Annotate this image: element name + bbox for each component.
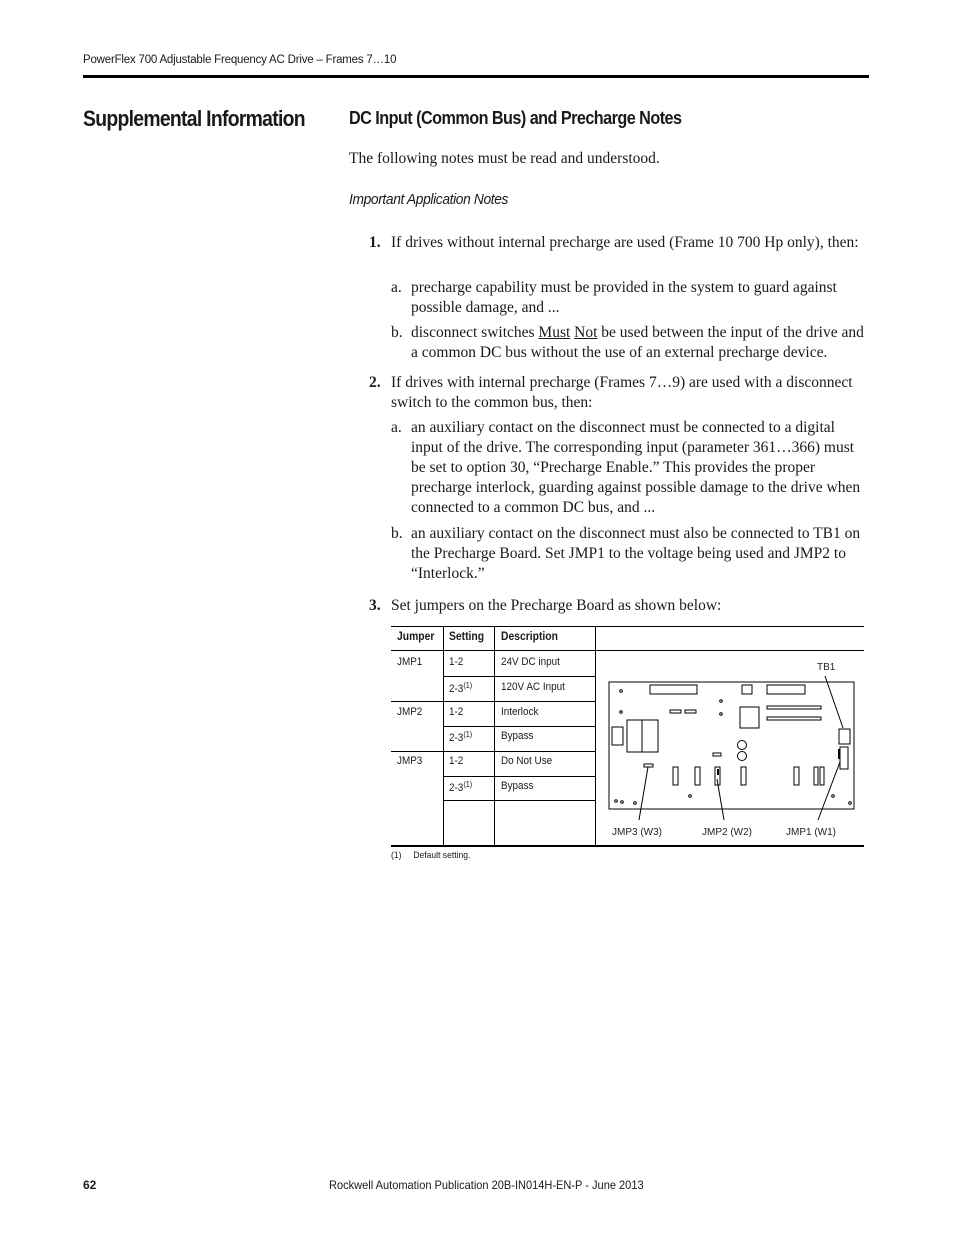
note-item: precharge capability must be provided in the system to guard against possible damage, and ... <box>411 279 837 316</box>
column-header: Setting <box>449 631 485 643</box>
capacitor <box>738 752 747 761</box>
table-cell-setting: 1-2 <box>449 706 464 718</box>
column-header: Description <box>501 631 558 643</box>
table-rule <box>443 726 596 727</box>
component-block <box>820 767 824 785</box>
table-rule <box>443 776 596 777</box>
precharge-board-figure <box>596 651 864 845</box>
component-block <box>673 767 678 785</box>
note-number: 2. <box>369 374 381 391</box>
table-rule <box>494 626 495 846</box>
capacitor <box>738 741 747 750</box>
item-text: be used between the input of the drive and a common DC bus without the use of an external precharge device. <box>411 324 864 361</box>
tb1-terminal <box>839 729 850 744</box>
board-outline <box>609 682 854 809</box>
table-cell-setting: 1-2 <box>449 656 464 668</box>
intro-paragraph: The following notes must be read and understood. <box>349 150 660 167</box>
table-cell-jumper: JMP1 <box>397 656 423 668</box>
component-block <box>767 717 821 720</box>
table-cell-description: Bypass <box>501 730 534 742</box>
section-title: Supplemental Information <box>83 106 305 131</box>
footnote-ref: (1) <box>463 780 473 789</box>
component-block <box>695 767 700 785</box>
note-item: an auxiliary contact on the disconnect must also be connected to TB1 on the Precharge Board. Set JMP1 to the voltage being used and JMP2 to “Interlock.” <box>411 525 861 582</box>
note-number: 1. <box>369 234 381 251</box>
item-letter: a. <box>391 279 402 296</box>
component-block <box>685 710 696 713</box>
footnote-ref: (1) <box>463 681 473 690</box>
connector-block <box>650 685 697 694</box>
table-cell-setting: 1-2 <box>449 755 464 767</box>
table-cell-description: 24V DC input <box>501 656 560 668</box>
table-rule <box>391 626 864 627</box>
table-cell-jumper: JMP2 <box>397 706 423 718</box>
emphasis-not: Not <box>574 324 598 341</box>
table-cell-description: Interlock <box>501 706 539 718</box>
emphasis-must: Must <box>538 324 571 341</box>
component-block <box>814 767 818 785</box>
table-cell-setting: 2-3$^{(1)}$ <box>449 730 473 744</box>
component-block <box>612 727 623 745</box>
publication-footer: Rockwell Automation Publication 20B-IN014H-EN-P - June 2013 <box>329 1178 644 1192</box>
jmp3-leader <box>639 767 648 820</box>
component-block <box>713 753 721 756</box>
note-text: Set jumpers on the Precharge Board as shown below: <box>391 597 722 614</box>
component-block <box>670 710 681 713</box>
table-footnote: (1) Default setting. <box>391 850 471 861</box>
table-cell-setting: 2-3$^{(1)}$ <box>449 780 473 794</box>
component-block <box>767 706 821 709</box>
component-block <box>740 707 759 728</box>
page-number: 62 <box>83 1178 97 1192</box>
component-block <box>794 767 799 785</box>
running-header: PowerFlex 700 Adjustable Frequency AC Drive – Frames 7…10 <box>83 54 397 66</box>
component-block <box>741 767 746 785</box>
table-rule <box>391 845 864 847</box>
item-text: disconnect switches <box>411 324 535 341</box>
topic-heading: DC Input (Common Bus) and Precharge Notes <box>349 108 682 128</box>
jmp1-header <box>840 747 848 769</box>
table-cell-setting: 2-3$^{(1)}$ <box>449 681 473 695</box>
tb1-leader <box>825 676 843 728</box>
note-text: If drives with internal precharge (Frames 7…9) are used with a disconnect switch to the common bus, then: <box>391 374 853 411</box>
jmp3-label: JMP3 (W3) <box>612 827 662 838</box>
header-rule <box>83 75 869 78</box>
note-number: 3. <box>369 597 381 614</box>
jmp1-leader <box>818 762 840 820</box>
table-rule <box>443 626 444 846</box>
table-rule <box>443 676 596 677</box>
table-cell-description: Do Not Use <box>501 755 553 767</box>
note-item <box>411 323 873 363</box>
component-block <box>742 685 752 694</box>
jmp1-label: JMP1 (W1) <box>786 827 836 838</box>
tb1-label: TB1 <box>817 662 836 673</box>
jmp3-header <box>644 764 653 767</box>
note-text: If drives without internal precharge are used (Frame 10 700 Hp only), then: <box>391 234 859 251</box>
jmp2-label: JMP2 (W2) <box>702 827 752 838</box>
table-cell-description: 120V AC Input <box>501 681 565 693</box>
note-item: an auxiliary contact on the disconnect must be connected to a digital input of the drive. The corresponding input (parameter 361…366) must be set to option 30, “Precharge Enable.” This provides the proper precharge interlock, guarding against possible damage to the drive when connected to a common DC bus, and ... <box>411 419 861 516</box>
table-rule <box>443 800 596 801</box>
column-header: Jumper <box>397 631 435 643</box>
table-cell-description: Bypass <box>501 780 534 792</box>
subheading: Important Application Notes <box>349 191 509 208</box>
connector-block <box>767 685 805 694</box>
item-letter: b. <box>391 525 403 542</box>
table-cell-jumper: JMP3 <box>397 755 423 767</box>
item-letter: a. <box>391 419 402 436</box>
item-letter: b. <box>391 324 403 341</box>
footnote-ref: (1) <box>463 730 473 739</box>
